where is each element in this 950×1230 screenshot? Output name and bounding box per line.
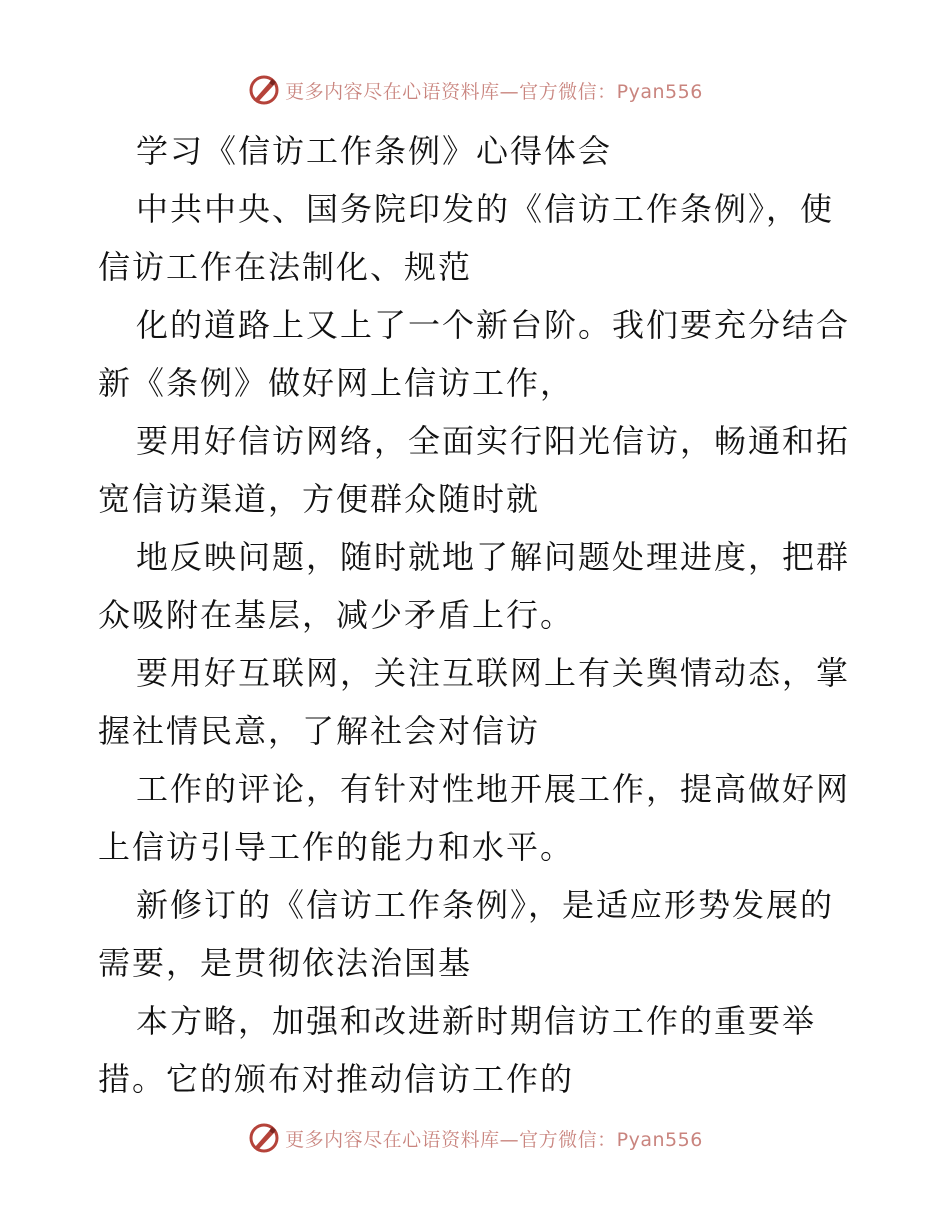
paragraph: 要用好信访网络，全面实行阳光信访，畅通和拓宽信访渠道，方便群众随时就	[98, 422, 851, 518]
paragraph: 新修订的《信访工作条例》，是适应形势发展的需要，是贯彻依法治国基	[98, 886, 835, 982]
pen-logo-icon	[247, 1121, 281, 1155]
paragraph: 本方略，加强和改进新时期信访工作的重要举措。它的颁布对推动信访工作的	[98, 1002, 817, 1098]
header-watermark	[0, 70, 950, 110]
paragraph: 地反映问题，随时就地了解问题处理进度，把群众吸附在基层，减少矛盾上行。	[98, 538, 851, 634]
paragraph: 中共中央、国务院印发的《信访工作条例》，使信访工作在法制化、规范	[98, 190, 835, 286]
watermark-text: 更多内容尽在心语资料库—官方微信：Pyan556	[285, 80, 703, 103]
footer-watermark	[0, 1118, 950, 1158]
paragraph: 化的道路上又上了一个新台阶。我们要充分结合新《条例》做好网上信访工作，	[98, 306, 851, 402]
paragraph: 工作的评论，有针对性地开展工作，提高做好网上信访引导工作的能力和水平。	[98, 770, 851, 866]
document-title: 学习《信访工作条例》心得体会	[136, 132, 613, 170]
paragraph: 要用好互联网，关注互联网上有关舆情动态，掌握社情民意，了解社会对信访	[98, 654, 851, 750]
document-body	[98, 122, 858, 1108]
watermark-text: 更多内容尽在心语资料库—官方微信：Pyan556	[285, 1128, 703, 1151]
pen-logo-icon	[247, 73, 281, 107]
